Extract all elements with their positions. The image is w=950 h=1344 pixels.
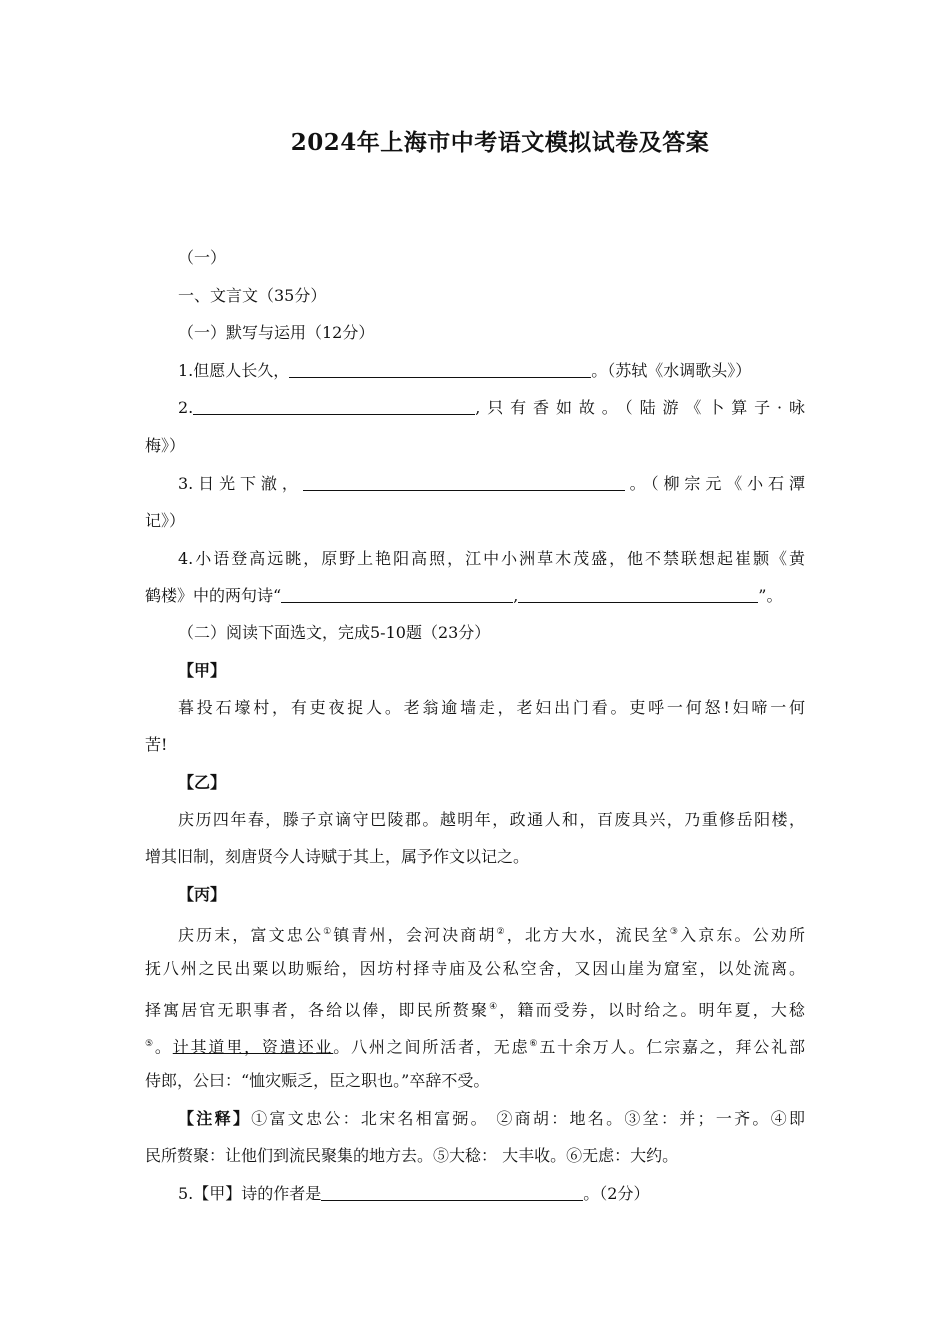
question-3-continuation: 记》） <box>145 511 186 530</box>
subsection-heading-2: （二）阅读下面选文，完成5-10题（23分） <box>178 623 491 642</box>
footnote-marker: ③ <box>669 927 681 937</box>
answer-blank-4b[interactable] <box>518 586 758 603</box>
passage-label-yi: 【乙】 <box>178 773 227 792</box>
answer-blank-1[interactable] <box>289 361 591 378</box>
passage-bing-line: 侍郎，公曰：“恤灾赈乏，臣之职也。”卒辞不受。 <box>145 1071 490 1090</box>
answer-blank-4a[interactable] <box>281 586 513 603</box>
annotation-line: 【注释】①富文忠公：北宋名相富弼。 ②商胡：地名。③坌：并；一齐。④即 <box>178 1109 805 1128</box>
question-1: 1.但愿人长久， 。（苏轼《水调歌头》） <box>178 361 752 380</box>
question-2-continuation: 梅》） <box>145 436 186 455</box>
passage-yi-line: 庆历四年春，滕子京谪守巴陵郡。越明年，政通人和，百废具兴，乃重修岳阳楼， <box>178 810 805 829</box>
passage-label-jia: 【甲】 <box>178 661 227 680</box>
footnote-marker: ① <box>323 927 334 937</box>
passage-bing-line: 庆历末，富文忠公①镇青州，会河决商胡②，北方大水，流民坌③入京东。公劝所 <box>178 925 805 945</box>
passage-bing-line: 择寓居官无职事者，各给以俸，即民所赘聚④，籍而受券，以时给之。明年夏，大稔 <box>145 1000 805 1020</box>
passage-jia-line: 苦! <box>145 735 168 754</box>
passage-jia-line: 暮投石壕村，有吏夜捉人。老翁逾墙走，老妇出门看。吏呼一何怒!妇啼一何 <box>178 698 805 717</box>
question-5: 5.【甲】诗的作者是 。（2分） <box>178 1184 650 1203</box>
passage-label-bing: 【丙】 <box>178 885 227 904</box>
answer-blank-3[interactable] <box>303 474 625 491</box>
passage-yi-line: 增其旧制，刻唐贤今人诗赋于其上，属予作文以记之。 <box>145 847 530 866</box>
subsection-heading: （一）默写与运用（12分） <box>178 323 375 342</box>
annotation-line: 民所赘聚：让他们到流民聚集的地方去。⑤大稔： 大丰收。⑥无虑：大约。 <box>145 1146 679 1165</box>
passage-bing-line: 抚八州之民出粟以助赈给，因坊村择寺庙及公私空舍，又因山崖为窟室，以处流离。 <box>145 959 805 978</box>
answer-blank-2[interactable] <box>193 398 475 415</box>
passage-bing-line: ⑤。计其道里，资遣还业。八州之间所活者，无虑⑥五十余万人。仁宗嘉之，拜公礼部 <box>145 1037 805 1057</box>
answer-blank-5[interactable] <box>321 1184 583 1201</box>
page-title: 2024年上海市中考语文模拟试卷及答案 <box>290 129 710 156</box>
question-2: 2. ,只有香如故。（陆游《卜算子·咏 <box>178 398 805 417</box>
underlined-sentence: 计其道里，资遣还业 <box>172 1037 334 1057</box>
question-4: 4.小语登高远眺，原野上艳阳高照，江中小洲草木茂盛，他不禁联想起崔颢《黄 <box>178 549 805 568</box>
footnote-marker: ④ <box>489 1002 500 1012</box>
question-3: 3.日光下澈， 。（柳宗元《小石潭 <box>178 474 805 493</box>
section-marker: （一） <box>178 248 227 267</box>
question-4-continuation: 鹤楼》中的两句诗“ , ”。 <box>145 586 783 605</box>
section-heading: 一、文言文（35分） <box>178 286 327 305</box>
footnote-marker: ② <box>496 927 507 937</box>
footnote-marker: ⑤ <box>145 1039 155 1049</box>
footnote-marker: ⑥ <box>529 1039 540 1049</box>
